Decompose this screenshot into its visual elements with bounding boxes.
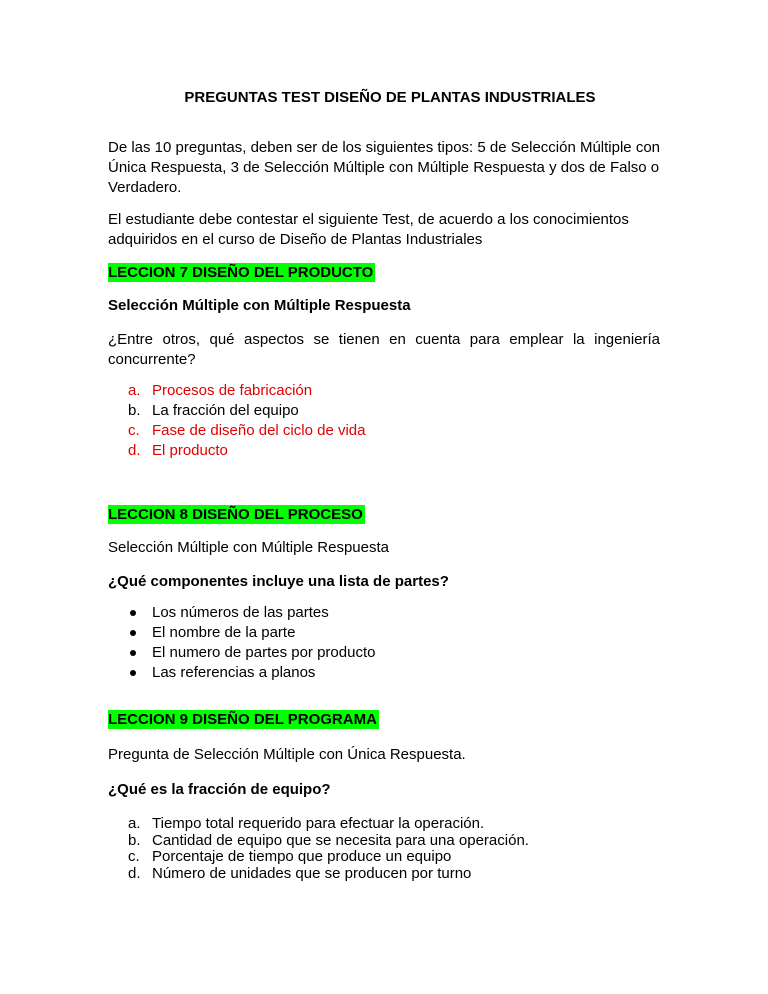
intro-block <box>108 138 660 198</box>
option-marker: d. <box>128 442 141 459</box>
option-text: Procesos de fabricación <box>152 382 313 399</box>
option-b <box>108 833 660 850</box>
option-marker: b. <box>128 402 141 419</box>
option-text: Los números de las partes <box>152 604 329 621</box>
option-d <box>108 441 660 461</box>
question-text: ¿Qué componentes incluye una lista de partes? <box>108 573 449 590</box>
document-title: PREGUNTAS TEST DISEÑO DE PLANTAS INDUSTRIALES <box>184 89 596 106</box>
option-text: La fracción del equipo <box>152 402 299 419</box>
question-type: Selección Múltiple con Múltiple Respuesta <box>108 539 389 556</box>
option-text: Porcentaje de tiempo que produce un equipo <box>152 848 452 865</box>
section-heading: LECCION 8 DISEÑO DEL PROCESO <box>108 506 363 523</box>
option-c <box>108 421 660 441</box>
question-text: ¿Qué es la fracción de equipo? <box>108 781 331 798</box>
option-c <box>108 849 660 866</box>
option-text: Cantidad de equipo que se necesita para una operación. <box>152 831 529 849</box>
option-text: El nombre de la parte <box>152 624 296 641</box>
option-text: Número de unidades que se producen por turno <box>152 864 472 882</box>
option-text: El producto <box>152 442 228 459</box>
option-item <box>108 603 660 623</box>
option-marker: c. <box>128 848 140 865</box>
section-heading: LECCION 9 DISEÑO DEL PROGRAMA <box>108 711 377 728</box>
options-list <box>108 603 660 683</box>
option-marker: b. <box>128 831 141 849</box>
option-a <box>108 381 660 401</box>
section-lesson-9 <box>108 710 660 730</box>
bullet-icon <box>130 630 136 636</box>
question-text: ¿Entre otros, qué aspectos se tienen en cuenta para emplear la ingeniería concurrente? <box>108 331 660 368</box>
question-type: Selección Múltiple con Múltiple Respuesta <box>108 297 411 314</box>
option-item <box>108 643 660 663</box>
option-marker: a. <box>128 815 141 832</box>
options-list <box>108 816 660 882</box>
bullet-icon <box>130 650 136 656</box>
intro-block-2 <box>108 210 660 250</box>
section-lesson-8 <box>108 505 660 525</box>
section-heading: LECCION 7 DISEÑO DEL PRODUCTO <box>108 264 374 281</box>
options-list <box>108 381 660 461</box>
option-marker: c. <box>128 422 140 439</box>
option-a <box>108 816 660 833</box>
bullet-icon <box>130 670 136 676</box>
intro-paragraph-1: De las 10 preguntas, deben ser de los siguientes tipos: 5 de Selección Múltiple con Única Respuesta, 3 de Selección Múltiple con Múltiple Respuesta y dos de Falso o Verdadero. <box>108 139 661 196</box>
option-text: Tiempo total requerido para efectuar la operación. <box>152 815 485 832</box>
option-d <box>108 866 660 883</box>
question-type: Pregunta de Selección Múltiple con Única Respuesta. <box>108 746 466 763</box>
option-item <box>108 663 660 683</box>
option-text: El numero de partes por producto <box>152 644 376 661</box>
intro-paragraph-2: El estudiante debe contestar el siguiente Test, de acuerdo a los conocimientos adquiridos en el curso de Diseño de Plantas Industriales <box>108 211 629 248</box>
option-b <box>108 401 660 421</box>
option-text: Fase de diseño del ciclo de vida <box>152 422 366 439</box>
option-text: Las referencias a planos <box>152 664 316 681</box>
option-item <box>108 623 660 643</box>
option-marker: d. <box>128 864 141 882</box>
section-lesson-7 <box>108 263 660 283</box>
bullet-icon <box>130 610 136 616</box>
option-marker: a. <box>128 382 141 399</box>
